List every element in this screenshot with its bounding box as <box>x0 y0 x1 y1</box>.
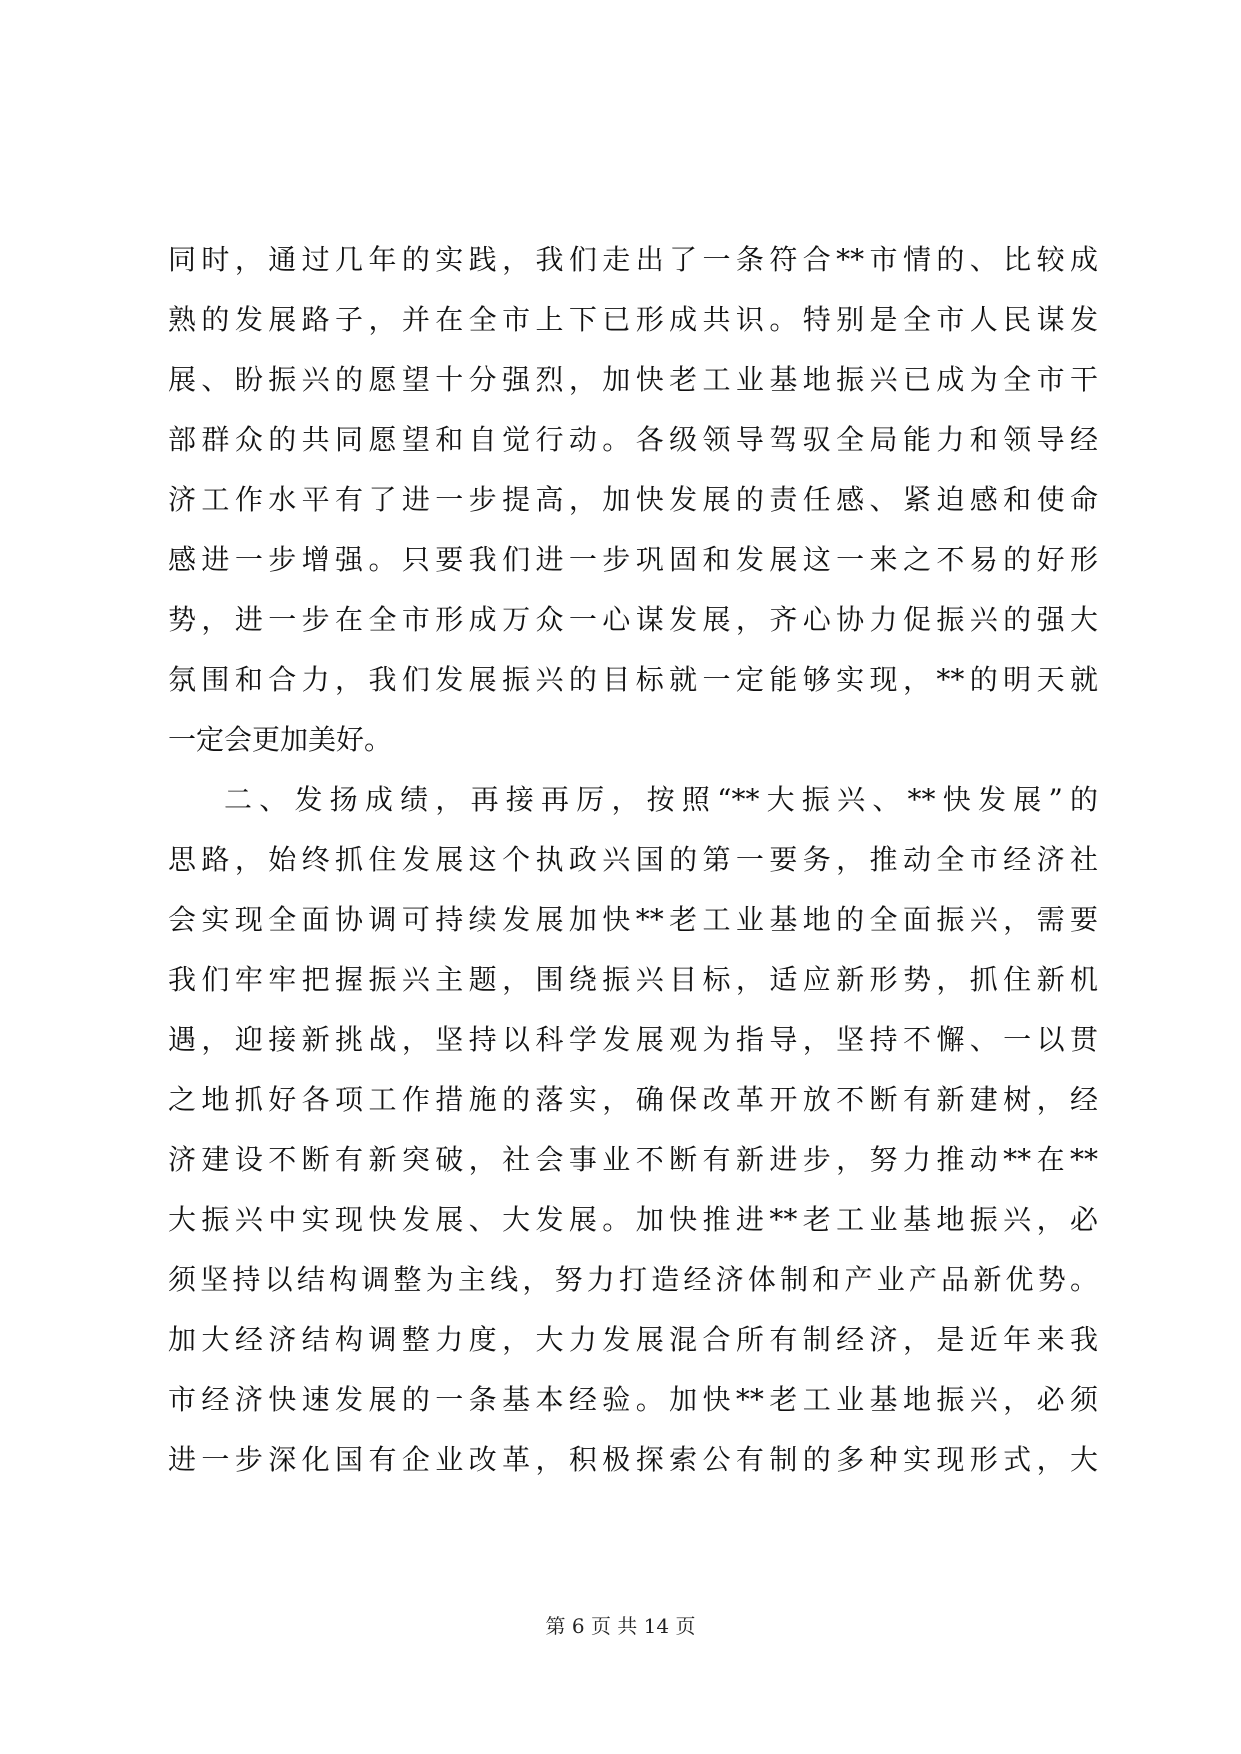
text-line: 熟的发展路子，并在全市上下已形成共识。特别是全市人民谋发 <box>168 303 1098 336</box>
text-line: 展、盼振兴的愿望十分强烈，加快老工业基地振兴已成为全市干 <box>168 363 1098 396</box>
text-line: 市经济快速发展的一条基本经验。加快**老工业基地振兴，必须 <box>168 1383 1098 1416</box>
paragraph-first-line: 二、发扬成绩，再接再厉，按照“**大振兴、**快发展”的 <box>224 783 1098 816</box>
text-line: 一定会更加美好。 <box>168 723 393 756</box>
text-line: 部群众的共同愿望和自觉行动。各级领导驾驭全局能力和领导经 <box>168 423 1098 456</box>
text-line: 济工作水平有了进一步提高，加快发展的责任感、紧迫感和使命 <box>168 483 1098 516</box>
text-line: 之地抓好各项工作措施的落实，确保改革开放不断有新建树，经 <box>168 1083 1098 1116</box>
page-number-footer: 第 6 页 共 14 页 <box>545 1614 696 1638</box>
text-line: 大振兴中实现快发展、大发展。加快推进**老工业基地振兴，必 <box>168 1203 1098 1236</box>
text-line: 氛围和合力，我们发展振兴的目标就一定能够实现，**的明天就 <box>168 663 1098 696</box>
text-line: 济建设不断有新突破，社会事业不断有新进步，努力推动**在** <box>168 1143 1098 1176</box>
text-line: 加大经济结构调整力度，大力发展混合所有制经济，是近年来我 <box>168 1323 1098 1356</box>
document-body <box>168 230 1098 1490</box>
text-line: 会实现全面协调可持续发展加快**老工业基地的全面振兴，需要 <box>168 903 1098 936</box>
text-line: 势，进一步在全市形成万众一心谋发展，齐心协力促振兴的强大 <box>168 603 1098 636</box>
text-line: 感进一步增强。只要我们进一步巩固和发展这一来之不易的好形 <box>168 543 1098 576</box>
text-line: 思路，始终抓住发展这个执政兴国的第一要务，推动全市经济社 <box>168 843 1098 876</box>
text-line: 同时，通过几年的实践，我们走出了一条符合**市情的、比较成 <box>168 243 1098 276</box>
text-line: 须坚持以结构调整为主线，努力打造经济体制和产业产品新优势。 <box>168 1263 1098 1296</box>
text-line: 我们牢牢把握振兴主题，围绕振兴目标，适应新形势，抓住新机 <box>168 963 1098 996</box>
text-line: 遇，迎接新挑战，坚持以科学发展观为指导，坚持不懈、一以贯 <box>168 1023 1098 1056</box>
text-line: 进一步深化国有企业改革，积极探索公有制的多种实现形式，大 <box>168 1443 1098 1476</box>
